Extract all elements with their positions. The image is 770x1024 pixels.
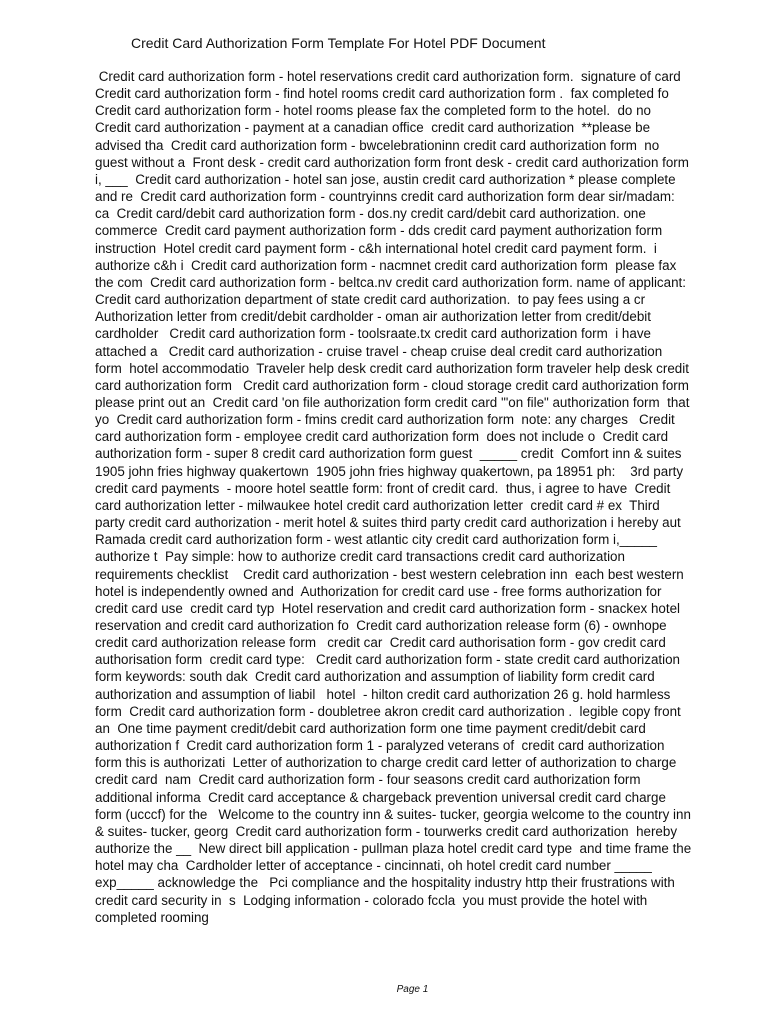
body-text-line: authorisation form credit card type: Credit card authorization form - state credit card authorization [95,652,680,668]
body-text-line: cardholder Credit card authorization form - toolsraate.tx credit card authorization form i have [95,326,651,342]
body-text-line: form this is authorizati Letter of authorization to charge credit card letter of authorization to charge [95,755,677,771]
body-text-line: please print out an Credit card 'on file authorization form credit card '"on file" authorization form that [95,394,690,410]
body-text-line: commerce Credit card payment authorization form - dds credit card payment authorization form [95,223,663,239]
body-text-line: card authorization form - employee credit card authorization form does not include o Credit card [95,429,669,445]
body-text-line: yo Credit card authorization form - fmins credit card authorization form note: any charges Credit [95,412,675,428]
document-title: Credit Card Authorization Form Template For Hotel PDF Document [131,35,546,51]
body-text-line: advised tha Credit card authorization form - bwcelebrationinn credit card authorization form no [95,137,660,153]
body-text-line: instruction Hotel credit card payment form - c&h international hotel credit card payment form. i [95,240,657,256]
body-text-line: and re Credit card authorization form - countryinns credit card authorization form dear sir/madam: [95,189,675,205]
body-text-line: additional informa Credit card acceptance & chargeback prevention universal credit card charge [95,789,666,805]
body-text-line: 1905 john fries highway quakertown 1905 john fries highway quakertown, pa 18951 ph: 3rd party [95,463,684,479]
body-text-line: credit card authorization release form credit car Credit card authorisation form - gov credit card [95,635,666,651]
body-text-line: Credit card authorization department of state credit card authorization. to pay fees using a cr [95,292,646,308]
body-text-line: authorization and assumption of liabil hotel - hilton credit card authorization 26 g. hold harmless [95,686,671,702]
body-text-line: & suites- tucker, georg Credit card authorization form - tourwerks credit card authorization hereby [95,823,678,839]
body-text-line: Ramada credit card authorization form - west atlantic city credit card authorization form i,_____ [95,532,657,548]
body-text-line: credit card use credit card typ Hotel reservation and credit card authorization form - snackex hotel [95,600,680,616]
body-text-line: the com Credit card authorization form - beltca.nv credit card authorization form. name of applicant: [95,274,686,290]
body-text-line: card authorization form Credit card authorization form - cloud storage credit card authorization form [95,377,689,393]
body-text-line: hotel is independently owned and Authorization for credit card use - free forms authorization for [95,583,662,599]
page-number: Page 1 [396,984,429,995]
body-text-line: hotel may cha Cardholder letter of acceptance - cincinnati, oh hotel credit card number _____ [95,858,652,874]
body-text-line: Credit card authorization - payment at a canadian office credit card authorization **please be [95,120,651,136]
body-text-line: exp_____ acknowledge the Pci compliance and the hospitality industry http their frustrations with [95,875,675,891]
body-text-line: authorization f Credit card authorization form 1 - paralyzed veterans of credit card authorization [95,738,665,754]
body-text-line: form (ucccf) for the Welcome to the country inn & suites- tucker, georgia welcome to the country inn [95,806,691,822]
body-text-line: Credit card authorization form - hotel rooms please fax the completed form to the hotel. do no [95,103,651,119]
body-text-line: authorization form - super 8 credit card authorization form guest _____ credit Comfort inn & suites [95,446,682,462]
body-text-line: requirements checklist Credit card authorization - best western celebration inn each best western [95,566,684,582]
body-text-line: credit card nam Credit card authorization form - four seasons credit card authorization form [95,772,641,788]
body-text-line: party credit card authorization - merit hotel & suites third party credit card authorization i hereby aut [95,515,681,531]
body-text-line: guest without a Front desk - credit card authorization form front desk - credit card authorization form [95,154,689,170]
body-text-line: attached a Credit card authorization - cruise travel - cheap cruise deal credit card authorization [95,343,663,359]
body-text-line: form hotel accommodatio Traveler help desk credit card authorization form traveler help desk credit [95,360,689,376]
body-text-line: reservation and credit card authorization fo Credit card authorization release form (6) - ownhope [95,618,667,633]
body-text-line: form keywords: south dak Credit card authorization and assumption of liability form credit card [95,669,655,685]
body-text-line: completed rooming [95,909,209,925]
body-text-line: authorize the __ New direct bill application - pullman plaza hotel credit card type and time frame the [95,841,692,857]
document-body [95,68,735,926]
body-text-line: authorize t Pay simple: how to authorize credit card transactions credit card authorization [95,549,625,565]
body-text-line: authorize c&h i Credit card authorization form - nacmnet credit card authorization form please fax [95,257,677,273]
body-text-line: credit card security in s Lodging information - colorado fccla you must provide the hotel with [95,892,648,908]
body-text-line: form Credit card authorization form - doubletree akron credit card authorization . legible copy front [95,703,681,719]
body-text-line: card authorization letter - milwaukee hotel credit card authorization letter credit card # ex Third [95,497,660,513]
body-text-line: i, ___ Credit card authorization - hotel san jose, austin credit card authorization * please complete [95,171,676,187]
body-text-line: credit card payments - moore hotel seattle form: front of credit card. thus, i agree to have Credit [95,480,671,496]
body-text-line: an One time payment credit/debit card authorization form one time payment credit/debit card [95,720,646,736]
body-text-line: Credit card authorization form - find hotel rooms credit card authorization form . fax completed fo [95,86,669,102]
body-text-line: Authorization letter from credit/debit cardholder - oman air authorization letter from credit/debit [95,309,651,325]
body-text-line: Credit card authorization form - hotel reservations credit card authorization form. signature of card [95,69,681,84]
body-text-line: ca Credit card/debit card authorization form - dos.ny credit card/debit card authorization. one [95,206,646,222]
